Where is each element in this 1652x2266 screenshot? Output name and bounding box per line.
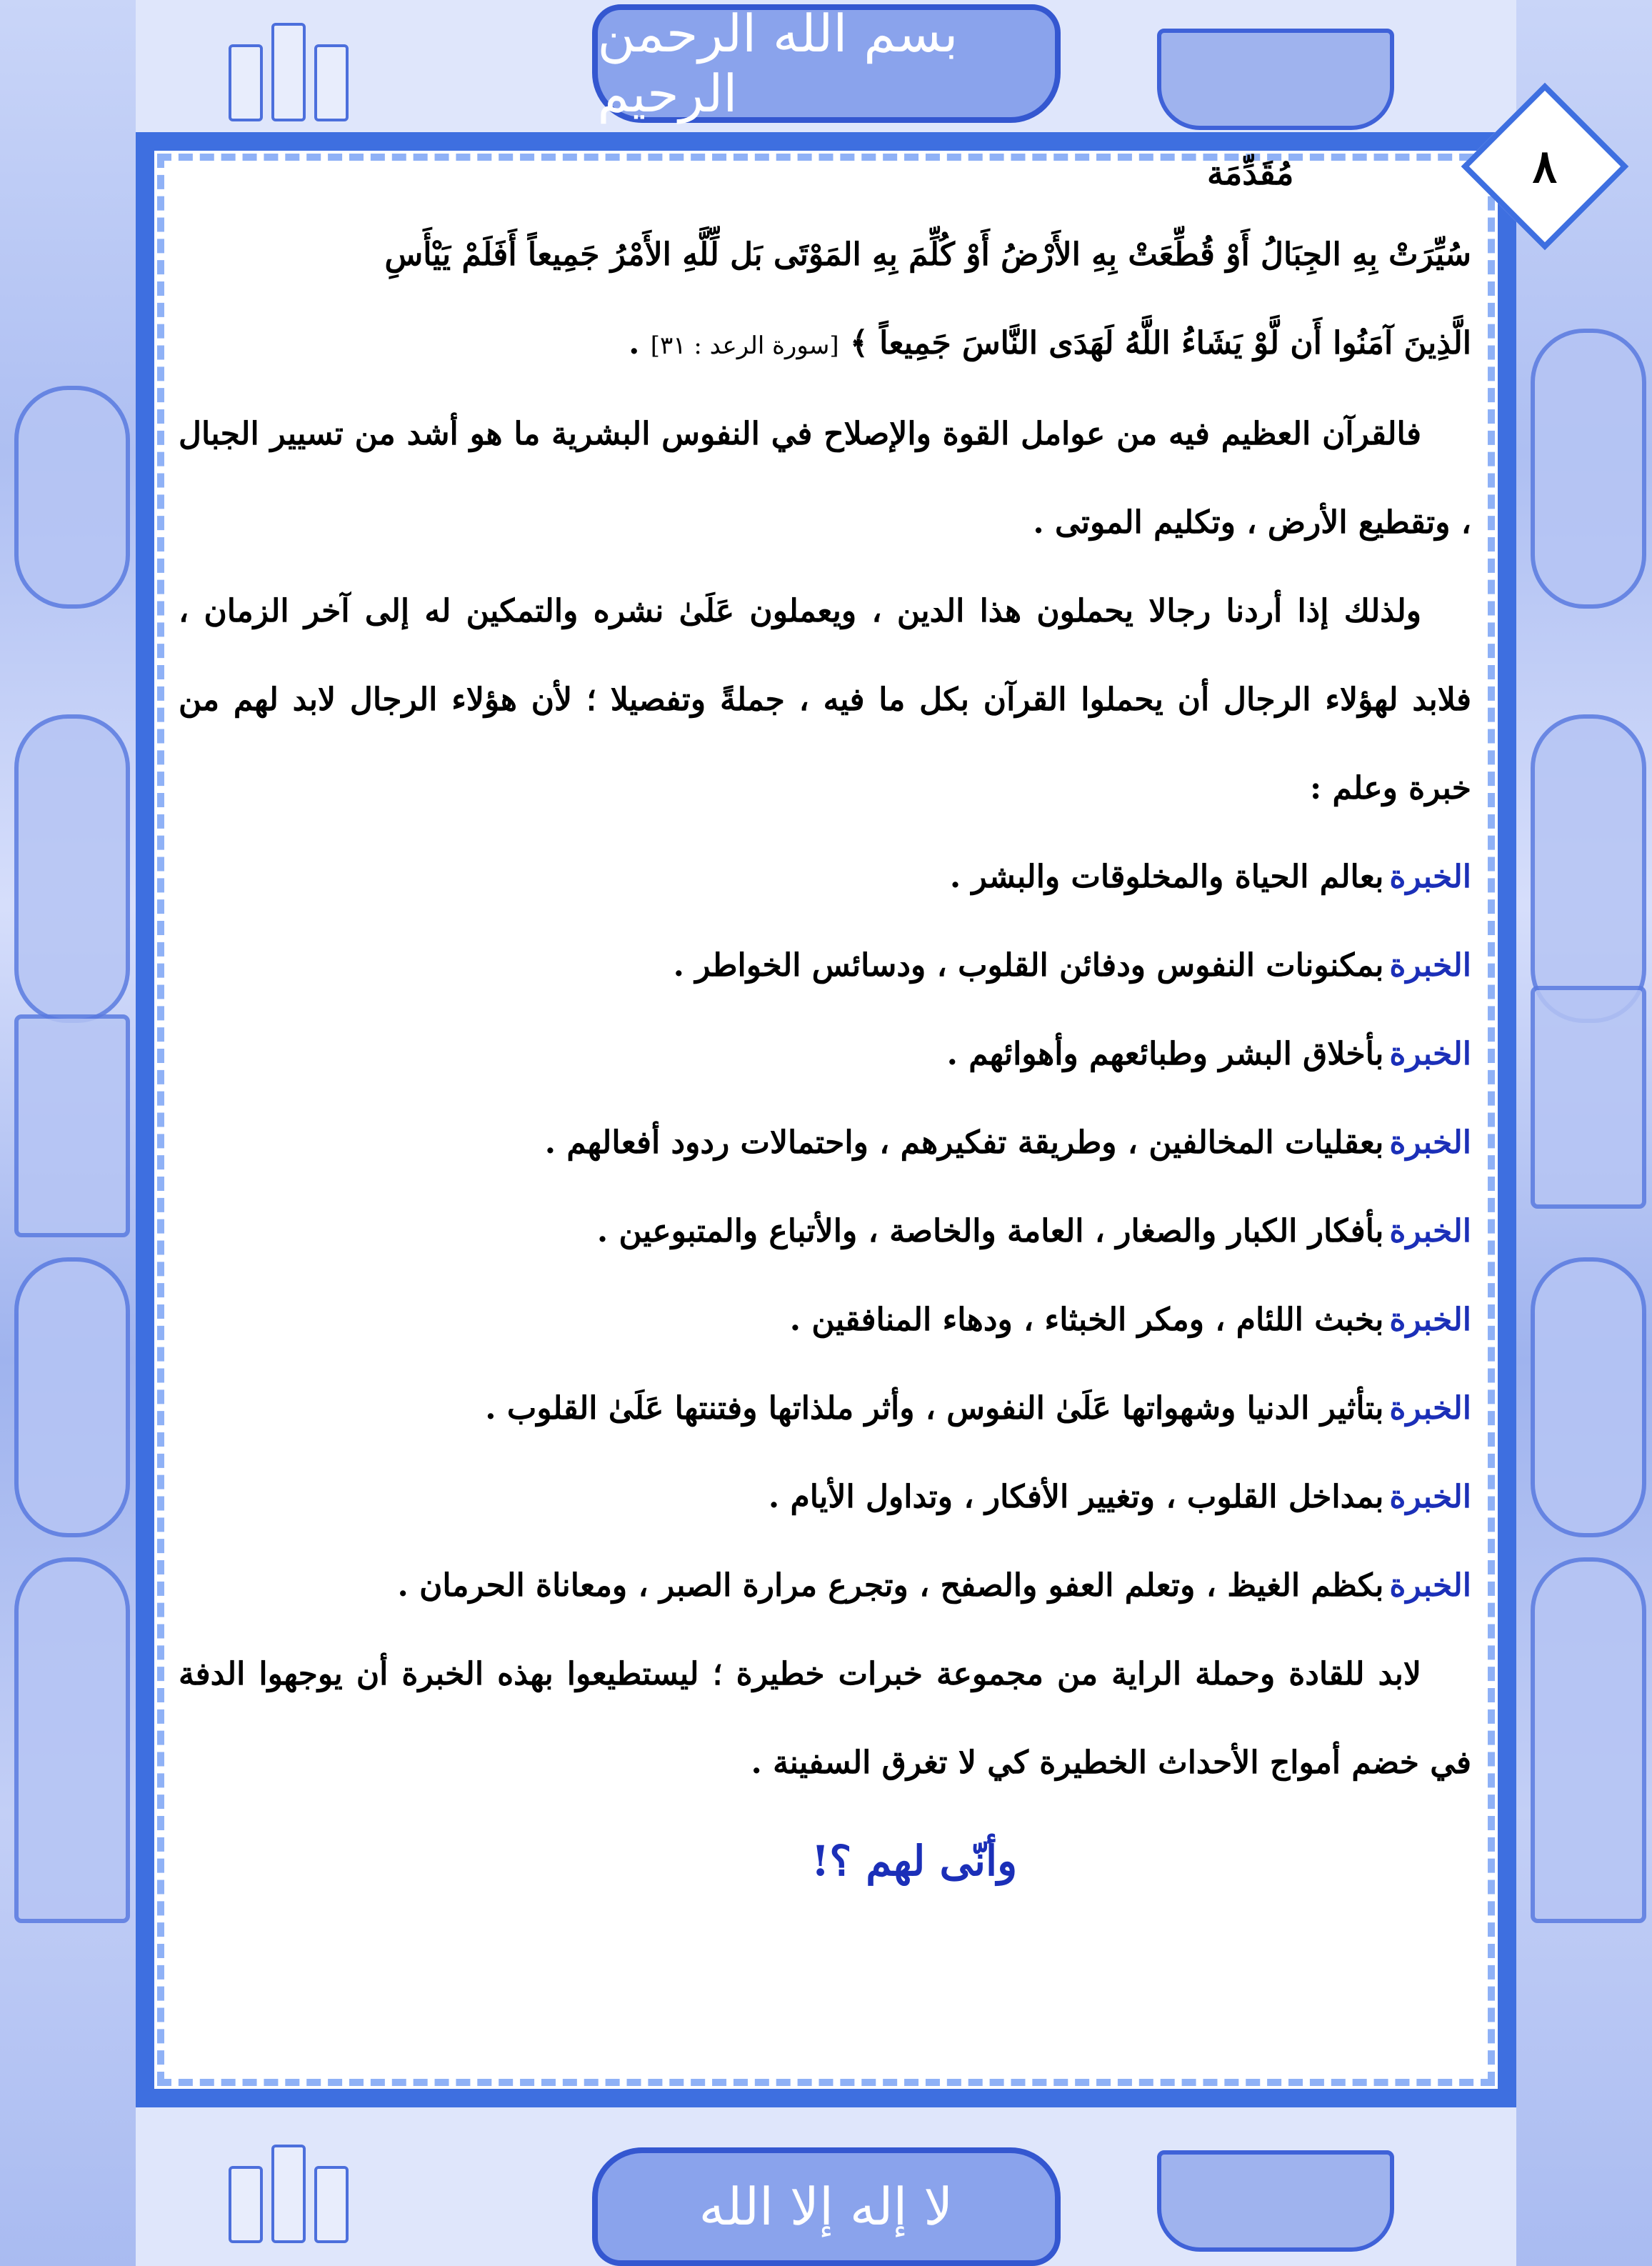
left-ornament-kaaba bbox=[14, 1014, 130, 1237]
expertise-label: الخبرة bbox=[1389, 859, 1471, 895]
verse-line-2-text: الَّذِينَ آمَنُوا أَن لَّوْ يَشَاءُ اللَّهُ لَهَدَى النَّاسَ جَمِيعاً ﴾ bbox=[850, 325, 1471, 361]
left-ornament-calligraphy-lower bbox=[14, 1257, 130, 1537]
left-ornament-calligraphy bbox=[14, 714, 130, 1023]
right-ornament-calligraphy-lower bbox=[1531, 1257, 1646, 1537]
closing-phrase: وأنّى لهم ؟! bbox=[811, 1837, 1018, 1885]
verse-line-2 bbox=[179, 299, 1471, 390]
right-ornament-kaaba bbox=[1531, 986, 1646, 1209]
shahada-banner bbox=[592, 2147, 1061, 2266]
right-ornament-mosque bbox=[1531, 1557, 1646, 1923]
right-ornament-medallion bbox=[1531, 329, 1646, 609]
list-item bbox=[179, 833, 1471, 922]
left-decorative-border bbox=[0, 0, 136, 2266]
shahada-text: لا إله إلا الله bbox=[699, 2177, 953, 2237]
expertise-text: بمكنونات النفوس ودفائن القلوب ، ودسائس الخواطر . bbox=[673, 947, 1384, 984]
left-ornament-medallion bbox=[14, 386, 130, 609]
expertise-label: الخبرة bbox=[1389, 1479, 1471, 1515]
expertise-list bbox=[179, 833, 1471, 1630]
expertise-label: الخبرة bbox=[1389, 947, 1471, 984]
candles-icon-bottom bbox=[214, 2136, 357, 2243]
list-item bbox=[179, 1276, 1471, 1364]
verse-line-1: سُيِّرَتْ بِهِ الجِبَالُ أَوْ قُطِّعَتْ بِهِ الأَرْضُ أَوْ كُلِّمَ بِهِ المَوْتَى بَل لِّلَّهِ الأَمْرُ جَمِيعاً أَفَلَمْ يَيْأَسِ bbox=[384, 236, 1471, 273]
right-ornament-calligraphy bbox=[1531, 714, 1646, 1023]
candles-icon bbox=[214, 14, 357, 121]
left-ornament-mosque bbox=[14, 1557, 130, 1923]
right-decorative-border bbox=[1516, 0, 1652, 2266]
expertise-text: بعقليات المخالفين ، وطريقة تفكيرهم ، واحتمالات ردود أفعالهم . bbox=[544, 1124, 1384, 1161]
expertise-text: بكظم الغيظ ، وتعلم العفو والصفح ، وتجرع مرارة الصبر ، ومعاناة الحرمان . bbox=[397, 1567, 1384, 1604]
expertise-text: بأخلاق البشر وطبائعهم وأهوائهم . bbox=[946, 1036, 1384, 1072]
list-item bbox=[179, 1187, 1471, 1276]
verse-reference: [سورة الرعد : ٣١] bbox=[650, 331, 839, 360]
expertise-label: الخبرة bbox=[1389, 1124, 1471, 1161]
expertise-text: بمداخل القلوب ، وتغيير الأفكار ، وتداول الأيام . bbox=[768, 1479, 1384, 1515]
expertise-text: بعالم الحياة والمخلوقات والبشر . bbox=[949, 859, 1384, 895]
expertise-label: الخبرة bbox=[1389, 1036, 1471, 1072]
expertise-text: بتأثير الدنيا وشهواتها عَلَىٰ النفوس ، وأثر ملذاتها وفتنتها عَلَىٰ القلوب . bbox=[485, 1390, 1384, 1427]
paragraph-1: فالقرآن العظيم فيه من عوامل القوة والإصلاح في النفوس البشرية ما هو أشد من تسيير الجبال ، وتقطيع الأرض ، وتكليم الموتى . bbox=[179, 416, 1471, 541]
list-item bbox=[179, 1453, 1471, 1542]
expertise-label: الخبرة bbox=[1389, 1567, 1471, 1604]
conclusion-paragraph: لابد للقادة وحملة الراية من مجموعة خبرات خطيرة ؛ ليستطيعوا بهذه الخبرة أن يوجهوا الدفة في خضم أمواج الأحداث الخطيرة كي لا تغرق السفينة . bbox=[179, 1656, 1471, 1781]
open-book-icon bbox=[1157, 29, 1394, 130]
expertise-label: الخبرة bbox=[1389, 1302, 1471, 1338]
section-title: مُقَدِّمَة bbox=[1207, 154, 1294, 192]
page-number: ٨ bbox=[1532, 139, 1558, 194]
list-item bbox=[179, 1010, 1471, 1099]
list-item bbox=[179, 1364, 1471, 1453]
paragraph-2: ولذلك إذا أردنا رجالا يحملون هذا الدين ، ويعملون عَلَىٰ نشره والتمكين له إلى آخر الزمان ، فلابد لهؤلاء الرجال أن يحملوا القرآن بكل ما فيه ، جملةً وتفصيلا ؛ لأن هؤلاء الرجال لابد لهم من خبرة وعلم : bbox=[179, 593, 1471, 807]
expertise-text: بأفكار الكبار والصغار ، العامة والخاصة ، والأتباع والمتبوعين . bbox=[596, 1213, 1384, 1249]
basmala-banner bbox=[592, 4, 1061, 123]
verse-end: . bbox=[629, 325, 640, 361]
expertise-text: بخبث اللئام ، ومكر الخبثاء ، ودهاء المنافقين . bbox=[789, 1302, 1384, 1338]
list-item bbox=[179, 1099, 1471, 1187]
page-content bbox=[179, 211, 1471, 1907]
expertise-label: الخبرة bbox=[1389, 1390, 1471, 1427]
open-book-icon-bottom bbox=[1157, 2150, 1394, 2252]
expertise-label: الخبرة bbox=[1389, 1213, 1471, 1249]
list-item bbox=[179, 1542, 1471, 1630]
list-item bbox=[179, 922, 1471, 1010]
basmala-text: بسم الله الرحمن الرحيم bbox=[597, 4, 958, 124]
